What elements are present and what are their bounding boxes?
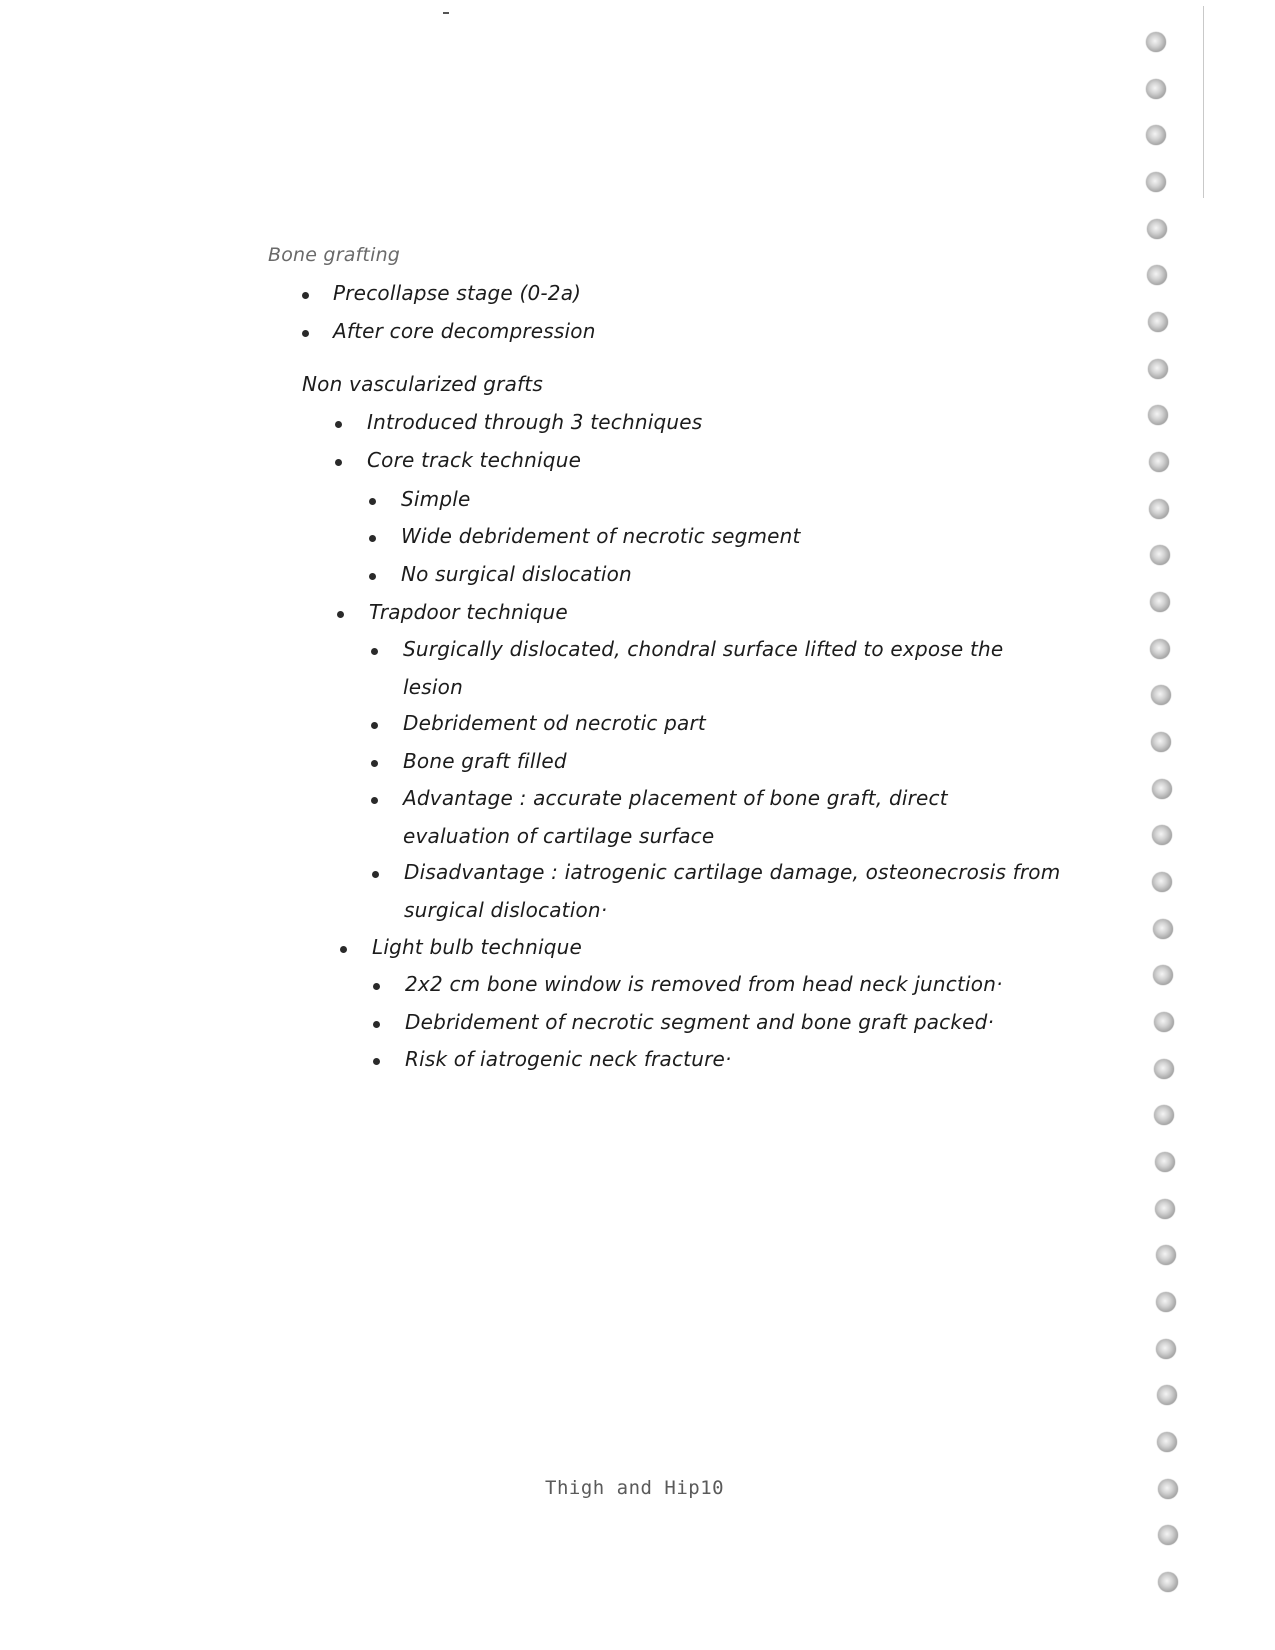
- bullet-dot: [373, 1058, 380, 1065]
- bullet-dot: [371, 722, 378, 729]
- bullet-dot: [369, 535, 376, 542]
- list-item: Advantage : accurate placement of bone graft, direct: [403, 786, 948, 810]
- bullet-dot: [369, 498, 376, 505]
- list-item: Introduced through 3 techniques: [367, 410, 703, 434]
- list-item: 2x2 cm bone window is removed from head neck junction·: [405, 972, 1003, 996]
- section-heading: Bone grafting: [268, 244, 401, 266]
- bullet-dot: [372, 871, 379, 878]
- bullet-dot: [335, 421, 342, 428]
- list-item: After core decompression: [333, 319, 596, 343]
- bullet-dot: [373, 1021, 380, 1028]
- bullet-dot: [335, 459, 342, 466]
- bullet-dot: [340, 946, 347, 953]
- list-item: Bone graft filled: [403, 749, 567, 773]
- bullet-dot: [369, 573, 376, 580]
- list-item: Simple: [401, 487, 471, 511]
- bullet-dot: [371, 760, 378, 767]
- bullet-dot: [337, 611, 344, 618]
- list-item-continuation: evaluation of cartilage surface: [403, 824, 715, 848]
- list-item-continuation: lesion: [403, 675, 463, 699]
- list-item: Core track technique: [367, 448, 582, 472]
- list-item: No surgical dislocation: [401, 562, 632, 586]
- list-item: Debridement of necrotic segment and bone graft packed·: [405, 1010, 995, 1034]
- bullet-dot: [371, 648, 378, 655]
- page-footer: Thigh and Hip10: [545, 1477, 725, 1499]
- list-item: Debridement od necrotic part: [403, 711, 706, 735]
- list-item-continuation: surgical dislocation·: [404, 898, 608, 922]
- subsection-heading: Non vascularized grafts: [302, 372, 543, 396]
- bullet-dot: [302, 330, 309, 337]
- list-item: Disadvantage : iatrogenic cartilage damage, osteonecrosis from: [404, 860, 1061, 884]
- list-item: Wide debridement of necrotic segment: [401, 524, 801, 548]
- list-item: Precollapse stage (0-2a): [333, 281, 582, 305]
- list-item: Surgically dislocated, chondral surface lifted to expose the: [403, 637, 1004, 661]
- list-item: Risk of iatrogenic neck fracture·: [405, 1047, 732, 1071]
- bullet-dot: [302, 292, 309, 299]
- bullet-dot: [371, 797, 378, 804]
- list-item: Light bulb technique: [372, 935, 582, 959]
- list-item: Trapdoor technique: [369, 600, 568, 624]
- bullet-dot: [373, 983, 380, 990]
